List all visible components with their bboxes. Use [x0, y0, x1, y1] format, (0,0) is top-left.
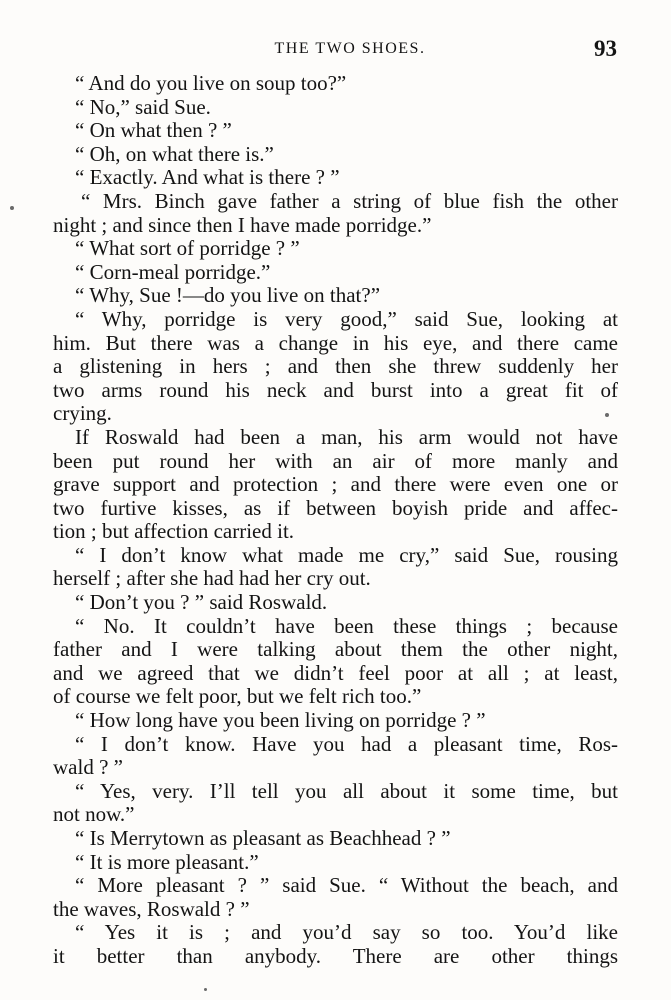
ink-speck: [204, 988, 207, 991]
text-line: of course we felt poor, but we felt rich too.”: [53, 685, 422, 709]
text-line: “ I don’t know what made me cry,” said Sue, rousing: [75, 543, 618, 567]
ink-speck: [10, 206, 14, 210]
text-line: “ It is more pleasant.”: [75, 850, 259, 874]
text-line: “ More pleasant ? ” said Sue. “ Without the beach, and: [75, 874, 618, 898]
text-line: not now.”: [53, 803, 135, 827]
page-number: 93: [594, 36, 617, 61]
text-line: two arms round his neck and burst into a great fit of: [53, 378, 618, 402]
text-line: two furtive kisses, as if between boyish pride and affec-: [53, 496, 618, 520]
text-line: herself ; after she had had her cry out.: [53, 567, 371, 591]
text-line: father and I were talking about them the other night,: [53, 638, 618, 662]
text-line: “ Is Merrytown as pleasant as Beachhead ? ”: [75, 827, 451, 850]
text-line: grave support and protection ; and there were even one or: [53, 473, 618, 497]
text-line: him. But there was a change in his eye, and there came: [53, 331, 618, 355]
text-line: tion ; but affection carried it.: [53, 520, 295, 544]
text-line: it better than anybody. There are other things: [53, 944, 618, 968]
text-line: “ Oh, on what there is.”: [75, 142, 274, 166]
text-line: “ I don’t know. Have you had a pleasant time, Ros-: [75, 732, 618, 756]
text-line: “ Mrs. Binch gave father a string of blue fish the other: [81, 189, 618, 213]
text-line: “ No,” said Sue.: [75, 95, 211, 119]
text-line: “ No. It couldn’t have been these things ; because: [75, 614, 618, 638]
text-line: and we agreed that we didn’t feel poor at all ; at least,: [53, 661, 618, 685]
running-title: THE TWO SHOES.: [274, 40, 426, 57]
running-header: [0, 36, 671, 66]
text-line: the waves, Roswald ? ”: [53, 897, 250, 921]
text-line: If Roswald had been a man, his arm would not have: [75, 425, 618, 449]
text-line: “ Yes, very. I’ll tell you all about it some time, but: [75, 779, 618, 803]
text-line: “ How long have you been living on porridge ? ”: [75, 709, 486, 733]
text-line: wald ? ”: [53, 756, 123, 780]
body-text: [53, 72, 618, 969]
text-line: a glistening in hers ; and then she threw suddenly her: [53, 355, 618, 379]
text-line: “ Exactly. And what is there ? ”: [75, 166, 340, 190]
text-line: crying.: [53, 402, 112, 426]
text-line: been put round her with an air of more manly and: [53, 449, 618, 473]
text-line: “ Don’t you ? ” said Roswald.: [75, 591, 328, 615]
text-line: “ On what then ? ”: [75, 119, 232, 143]
text-line: night ; and since then I have made porridge.”: [53, 213, 432, 237]
text-line: “ Corn-meal porridge.”: [75, 260, 271, 284]
text-line: “ Yes it is ; and you’d say so too. You’d like: [75, 921, 618, 945]
text-line: “ Why, porridge is very good,” said Sue, looking at: [75, 307, 618, 331]
text-line: “ Why, Sue !—do you live on that?”: [75, 284, 381, 308]
text-line: “ And do you live on soup too?”: [75, 72, 347, 95]
text-line: “ What sort of porridge ? ”: [75, 237, 300, 261]
ink-speck: [605, 413, 609, 417]
